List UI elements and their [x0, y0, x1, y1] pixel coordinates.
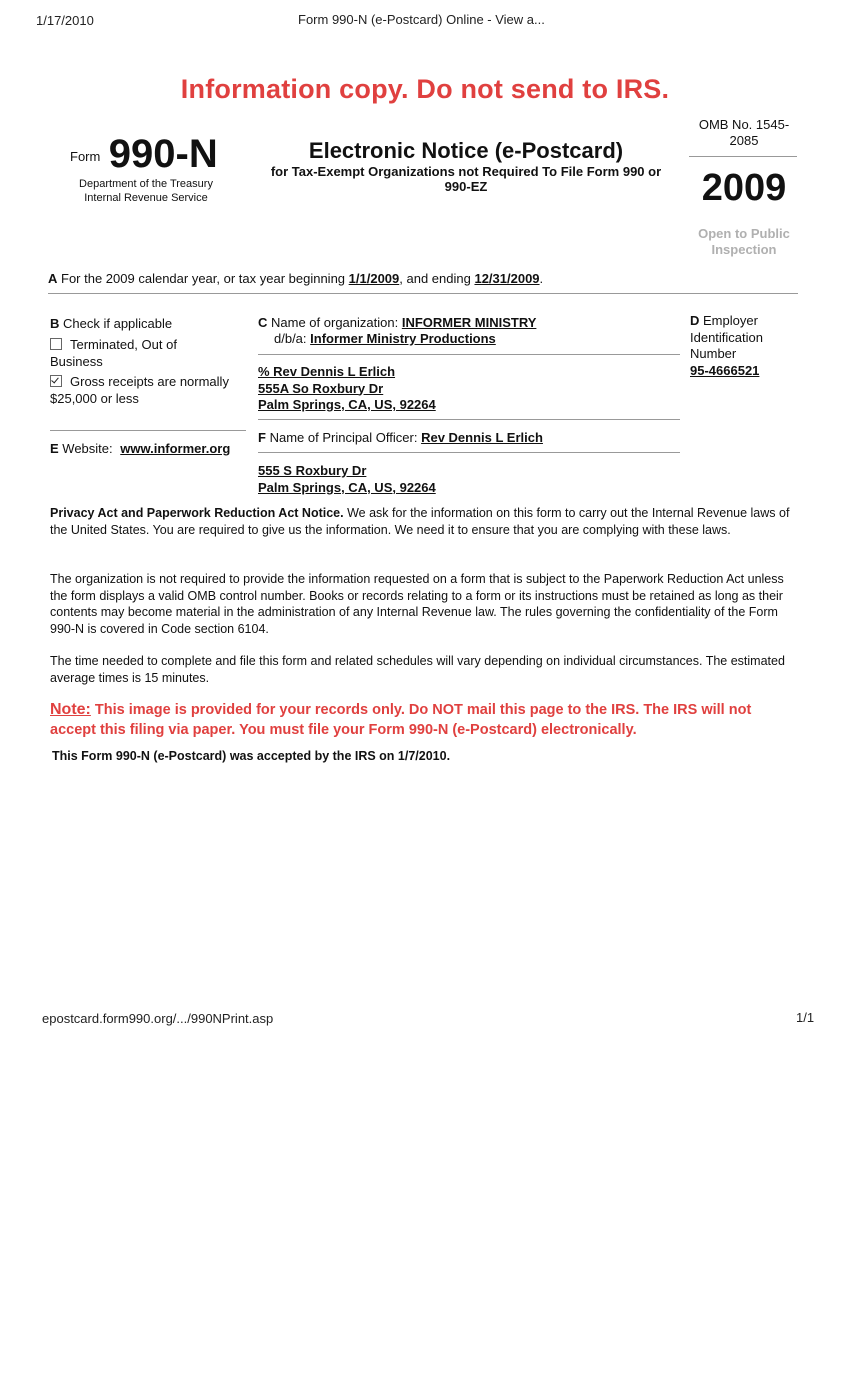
- note-block: [50, 700, 790, 740]
- section-a: [48, 271, 543, 286]
- section-a-letter: A: [48, 271, 58, 286]
- section-f-divider: [258, 452, 680, 453]
- form-number-block: [70, 132, 230, 177]
- open-to-public-inspection: Open to Public Inspection: [698, 226, 790, 257]
- privacy-text-1: We ask for the information on this form to carry out the Internal Revenue laws of the United States. You are required to give us the information. We need it to ensure that you are complying with these laws.: [50, 506, 790, 537]
- section-d-letter: D: [690, 313, 700, 328]
- address-line-2: 555A So Roxbury Dr: [258, 380, 384, 396]
- print-title: Form 990-N (e-Postcard) Online - View a...: [298, 12, 545, 27]
- department-block: [56, 177, 236, 205]
- footer-page-number: 1/1: [796, 1010, 815, 1025]
- privacy-paragraph-3: The time needed to complete and file this form and related schedules will vary depending on individual circumstances. The estimated average times is 15 minutes.: [50, 654, 785, 685]
- footer-url: epostcard.form990.org/.../990NPrint.asp: [42, 1011, 274, 1026]
- note-text: This image is provided for your records only. Do NOT mail this page to the IRS. The IRS will not accept this filing via paper. You must file your Form 990-N (e-Postcard) electronically.: [50, 702, 752, 738]
- section-c-letter: C: [258, 315, 268, 330]
- section-c-bottom-divider: [258, 419, 680, 420]
- privacy-paragraph-1: [50, 505, 802, 538]
- section-c-divider: [258, 354, 680, 355]
- ein-value: 95-4666521: [690, 362, 760, 378]
- address-line-3: Palm Springs, CA, US, 92264: [258, 397, 436, 412]
- address-line-1: % Rev Dennis L Erlich: [258, 364, 396, 379]
- checkbox-terminated-row: [50, 336, 210, 370]
- section-a-text: For the 2009 calendar year, or tax year beginning: [61, 271, 346, 286]
- section-c-name-row: [258, 315, 536, 330]
- principal-officer-name: Rev Dennis L Erlich: [421, 430, 543, 445]
- form-number: 990-N: [108, 132, 218, 176]
- note-label: Note:: [50, 701, 91, 718]
- organization-address: [258, 364, 436, 414]
- section-a-divider: [48, 293, 798, 294]
- principal-officer-label: Name of Principal Officer:: [269, 430, 418, 445]
- section-a-period: .: [539, 271, 544, 286]
- privacy-heading: Privacy Act and Paperwork Reduction Act Notice.: [50, 506, 344, 520]
- dba-name: Informer Ministry Productions: [310, 331, 496, 346]
- section-e-letter: E: [50, 441, 59, 456]
- checkbox-gross-receipts-row: [50, 373, 250, 407]
- dba-label: d/b/a:: [274, 331, 307, 346]
- organization-name-label: Name of organization:: [271, 315, 399, 330]
- officer-address-line-2: Palm Springs, CA, US, 92264: [258, 479, 436, 495]
- tax-year-end: 12/31/2009: [474, 271, 540, 286]
- tax-year: 2009: [701, 167, 787, 209]
- section-b-divider: [50, 430, 246, 431]
- section-d: [690, 313, 800, 379]
- section-f-letter: F: [258, 430, 266, 445]
- terminated-checkbox[interactable]: [50, 338, 62, 350]
- form-word: Form: [70, 149, 101, 164]
- section-e: [50, 441, 230, 456]
- gross-receipts-label: Gross receipts are normally $25,000 or less: [50, 374, 229, 406]
- tax-year-begin: 1/1/2009: [348, 271, 400, 286]
- officer-address-line-1: 555 S Roxbury Dr: [258, 463, 367, 478]
- accepted-statement: This Form 990-N (e-Postcard) was accepted by the IRS on 1/7/2010.: [52, 749, 451, 763]
- section-b-letter: B: [50, 316, 60, 331]
- section-b-heading: [50, 316, 172, 331]
- department-line: Department of the Treasury: [79, 178, 213, 190]
- section-b-label: Check if applicable: [63, 316, 173, 331]
- website-value: www.informer.org: [120, 441, 231, 456]
- section-f-row: [258, 430, 543, 445]
- form-subtitle: for Tax-Exempt Organizations not Required To File Form 990 or 990-EZ: [270, 164, 662, 194]
- principal-officer-address: [258, 463, 436, 496]
- print-date: 1/17/2010: [36, 13, 94, 28]
- omb-divider: [689, 156, 797, 157]
- section-c-dba-row: [274, 331, 496, 346]
- organization-name: INFORMER MINISTRY: [401, 315, 537, 330]
- ein-label: Employer Identification Number: [690, 313, 763, 361]
- section-a-and: , and ending: [399, 271, 471, 286]
- omb-number: OMB No. 1545-2085: [698, 117, 790, 148]
- form-title: Electronic Notice (e-Postcard): [308, 138, 624, 163]
- gross-receipts-checkbox[interactable]: [50, 375, 62, 387]
- privacy-paragraph-2: The organization is not required to provide the information requested on a form that is subject to the Paperwork Reduction Act unless the form displays a valid OMB control number. Books or records relating to a form or its instructions must be retained as long as their contents may become material in the administration of any Internal Revenue law. The rules governing the confidentiality of the Form 990-N is covered in Code section 6104.: [50, 572, 784, 636]
- information-copy-banner: Information copy. Do not send to IRS.: [180, 74, 670, 104]
- website-label: Website:: [62, 441, 113, 456]
- terminated-label: Terminated, Out of Business: [50, 337, 177, 369]
- irs-line: Internal Revenue Service: [84, 192, 208, 204]
